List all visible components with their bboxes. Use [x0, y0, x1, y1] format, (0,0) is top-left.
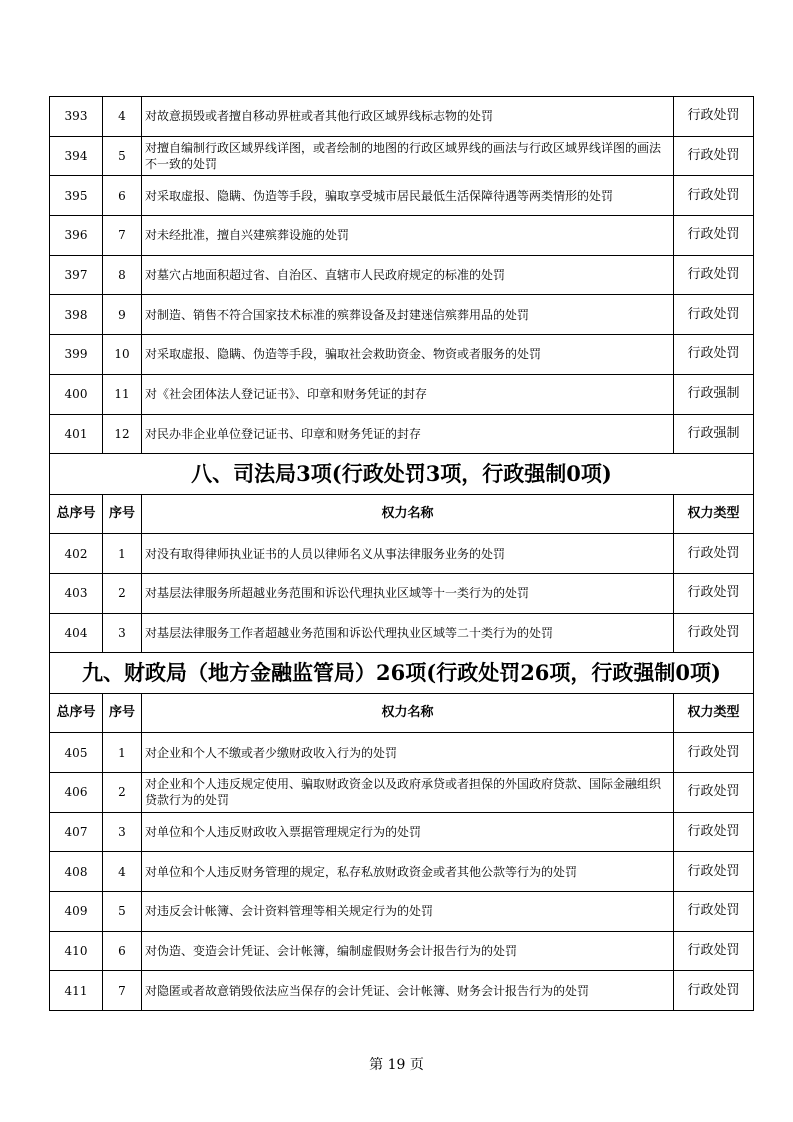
power-name-cell: 对《社会团体法人登记证书》、印章和财务凭证的封存	[142, 374, 674, 414]
power-name-cell: 对采取虚报、隐瞒、伪造等手段，骗取社会救助资金、物资或者服务的处罚	[142, 335, 674, 375]
power-name-cell: 对单位和个人违反财政收入票据管理规定行为的处罚	[142, 812, 674, 852]
table-row	[50, 414, 754, 454]
seq-cell: 6	[103, 931, 142, 971]
section-title: 九、财政局（地方金融监管局）26项(行政处罚26项，行政强制0项)	[50, 653, 754, 694]
seq-cell: 1	[103, 534, 142, 574]
power-name-cell: 对违反会计帐簿、会计资料管理等相关规定行为的处罚	[142, 892, 674, 932]
total-seq-cell: 411	[50, 971, 103, 1011]
seq-cell: 9	[103, 295, 142, 335]
total-seq-cell: 397	[50, 255, 103, 295]
power-name-cell: 对基层法律服务所超越业务范围和诉讼代理执业区域等十一类行为的处罚	[142, 573, 674, 613]
power-type-cell: 行政处罚	[674, 931, 754, 971]
seq-cell: 11	[103, 374, 142, 414]
power-name-cell: 对基层法律服务工作者超越业务范围和诉讼代理执业区域等二十类行为的处罚	[142, 613, 674, 653]
power-name-cell: 对单位和个人违反财务管理的规定，私存私放财政资金或者其他公款等行为的处罚	[142, 852, 674, 892]
section-title-row	[50, 653, 754, 694]
power-type-cell: 行政处罚	[674, 971, 754, 1011]
header-seq: 序号	[103, 694, 142, 733]
total-seq-cell: 402	[50, 534, 103, 574]
power-type-cell: 行政处罚	[674, 255, 754, 295]
power-type-cell: 行政处罚	[674, 136, 754, 176]
seq-cell: 3	[103, 812, 142, 852]
power-type-cell: 行政处罚	[674, 613, 754, 653]
table-row	[50, 335, 754, 375]
total-seq-cell: 404	[50, 613, 103, 653]
power-name-cell: 对墓穴占地面积超过省、自治区、直辖市人民政府规定的标准的处罚	[142, 255, 674, 295]
total-seq-cell: 407	[50, 812, 103, 852]
table-row	[50, 176, 754, 216]
power-type-cell: 行政处罚	[674, 733, 754, 773]
power-type-cell: 行政处罚	[674, 97, 754, 137]
table-row	[50, 892, 754, 932]
seq-cell: 2	[103, 772, 142, 812]
power-name-cell: 对没有取得律师执业证书的人员以律师名义从事法律服务业务的处罚	[142, 534, 674, 574]
total-seq-cell: 409	[50, 892, 103, 932]
table-row	[50, 255, 754, 295]
total-seq-cell: 399	[50, 335, 103, 375]
seq-cell: 7	[103, 216, 142, 256]
seq-cell: 1	[103, 733, 142, 773]
seq-cell: 8	[103, 255, 142, 295]
header-power-type: 权力类型	[674, 495, 754, 534]
section-title-row	[50, 454, 754, 495]
header-total-seq: 总序号	[50, 694, 103, 733]
table-row	[50, 852, 754, 892]
power-name-cell: 对民办非企业单位登记证书、印章和财务凭证的封存	[142, 414, 674, 454]
seq-cell: 5	[103, 892, 142, 932]
power-type-cell: 行政处罚	[674, 295, 754, 335]
seq-cell: 3	[103, 613, 142, 653]
page-number: 第 19 页	[369, 1057, 424, 1073]
table-row	[50, 216, 754, 256]
power-name-cell: 对采取虚报、隐瞒、伪造等手段，骗取享受城市居民最低生活保障待遇等两类情形的处罚	[142, 176, 674, 216]
table-row	[50, 534, 754, 574]
table-row	[50, 295, 754, 335]
power-type-cell: 行政处罚	[674, 812, 754, 852]
table-row	[50, 733, 754, 773]
power-name-cell: 对故意损毁或者擅自移动界桩或者其他行政区域界线标志物的处罚	[142, 97, 674, 137]
seq-cell: 7	[103, 971, 142, 1011]
seq-cell: 4	[103, 97, 142, 137]
power-type-cell: 行政处罚	[674, 176, 754, 216]
table-row	[50, 97, 754, 137]
table-row	[50, 573, 754, 613]
header-power-type: 权力类型	[674, 694, 754, 733]
power-type-cell: 行政强制	[674, 414, 754, 454]
power-list-table	[49, 96, 754, 1011]
power-type-cell: 行政强制	[674, 374, 754, 414]
power-name-cell: 对隐匿或者故意销毁依法应当保存的会计凭证、会计帐簿、财务会计报告行为的处罚	[142, 971, 674, 1011]
seq-cell: 12	[103, 414, 142, 454]
power-type-cell: 行政处罚	[674, 335, 754, 375]
seq-cell: 4	[103, 852, 142, 892]
total-seq-cell: 395	[50, 176, 103, 216]
header-seq: 序号	[103, 495, 142, 534]
power-name-cell: 对伪造、变造会计凭证、会计帐簿，编制虚假财务会计报告行为的处罚	[142, 931, 674, 971]
total-seq-cell: 405	[50, 733, 103, 773]
table-row	[50, 812, 754, 852]
header-power-name: 权力名称	[142, 495, 674, 534]
power-name-cell: 对企业和个人违反规定使用、骗取财政资金以及政府承贷或者担保的外国政府贷款、国际金融组织贷款行为的处罚	[142, 772, 674, 812]
total-seq-cell: 401	[50, 414, 103, 454]
column-header-row	[50, 694, 754, 733]
power-type-cell: 行政处罚	[674, 852, 754, 892]
table-row	[50, 772, 754, 812]
total-seq-cell: 400	[50, 374, 103, 414]
total-seq-cell: 394	[50, 136, 103, 176]
total-seq-cell: 396	[50, 216, 103, 256]
header-total-seq: 总序号	[50, 495, 103, 534]
seq-cell: 2	[103, 573, 142, 613]
power-name-cell: 对擅自编制行政区域界线详图，或者绘制的地图的行政区域界线的画法与行政区域界线详图的画法不一致的处罚	[142, 136, 674, 176]
power-type-cell: 行政处罚	[674, 772, 754, 812]
total-seq-cell: 403	[50, 573, 103, 613]
seq-cell: 6	[103, 176, 142, 216]
document-page	[49, 96, 753, 1011]
total-seq-cell: 406	[50, 772, 103, 812]
total-seq-cell: 410	[50, 931, 103, 971]
table-body	[50, 97, 754, 1011]
total-seq-cell: 408	[50, 852, 103, 892]
power-name-cell: 对企业和个人不缴或者少缴财政收入行为的处罚	[142, 733, 674, 773]
table-row	[50, 374, 754, 414]
seq-cell: 5	[103, 136, 142, 176]
seq-cell: 10	[103, 335, 142, 375]
power-type-cell: 行政处罚	[674, 216, 754, 256]
power-type-cell: 行政处罚	[674, 892, 754, 932]
header-power-name: 权力名称	[142, 694, 674, 733]
total-seq-cell: 398	[50, 295, 103, 335]
column-header-row	[50, 495, 754, 534]
power-type-cell: 行政处罚	[674, 534, 754, 574]
power-name-cell: 对制造、销售不符合国家技术标准的殡葬设备及封建迷信殡葬用品的处罚	[142, 295, 674, 335]
table-row	[50, 971, 754, 1011]
table-row	[50, 931, 754, 971]
power-name-cell: 对未经批准，擅自兴建殡葬设施的处罚	[142, 216, 674, 256]
section-title: 八、司法局3项(行政处罚3项，行政强制0项)	[50, 454, 754, 495]
total-seq-cell: 393	[50, 97, 103, 137]
table-row	[50, 613, 754, 653]
table-row	[50, 136, 754, 176]
power-type-cell: 行政处罚	[674, 573, 754, 613]
